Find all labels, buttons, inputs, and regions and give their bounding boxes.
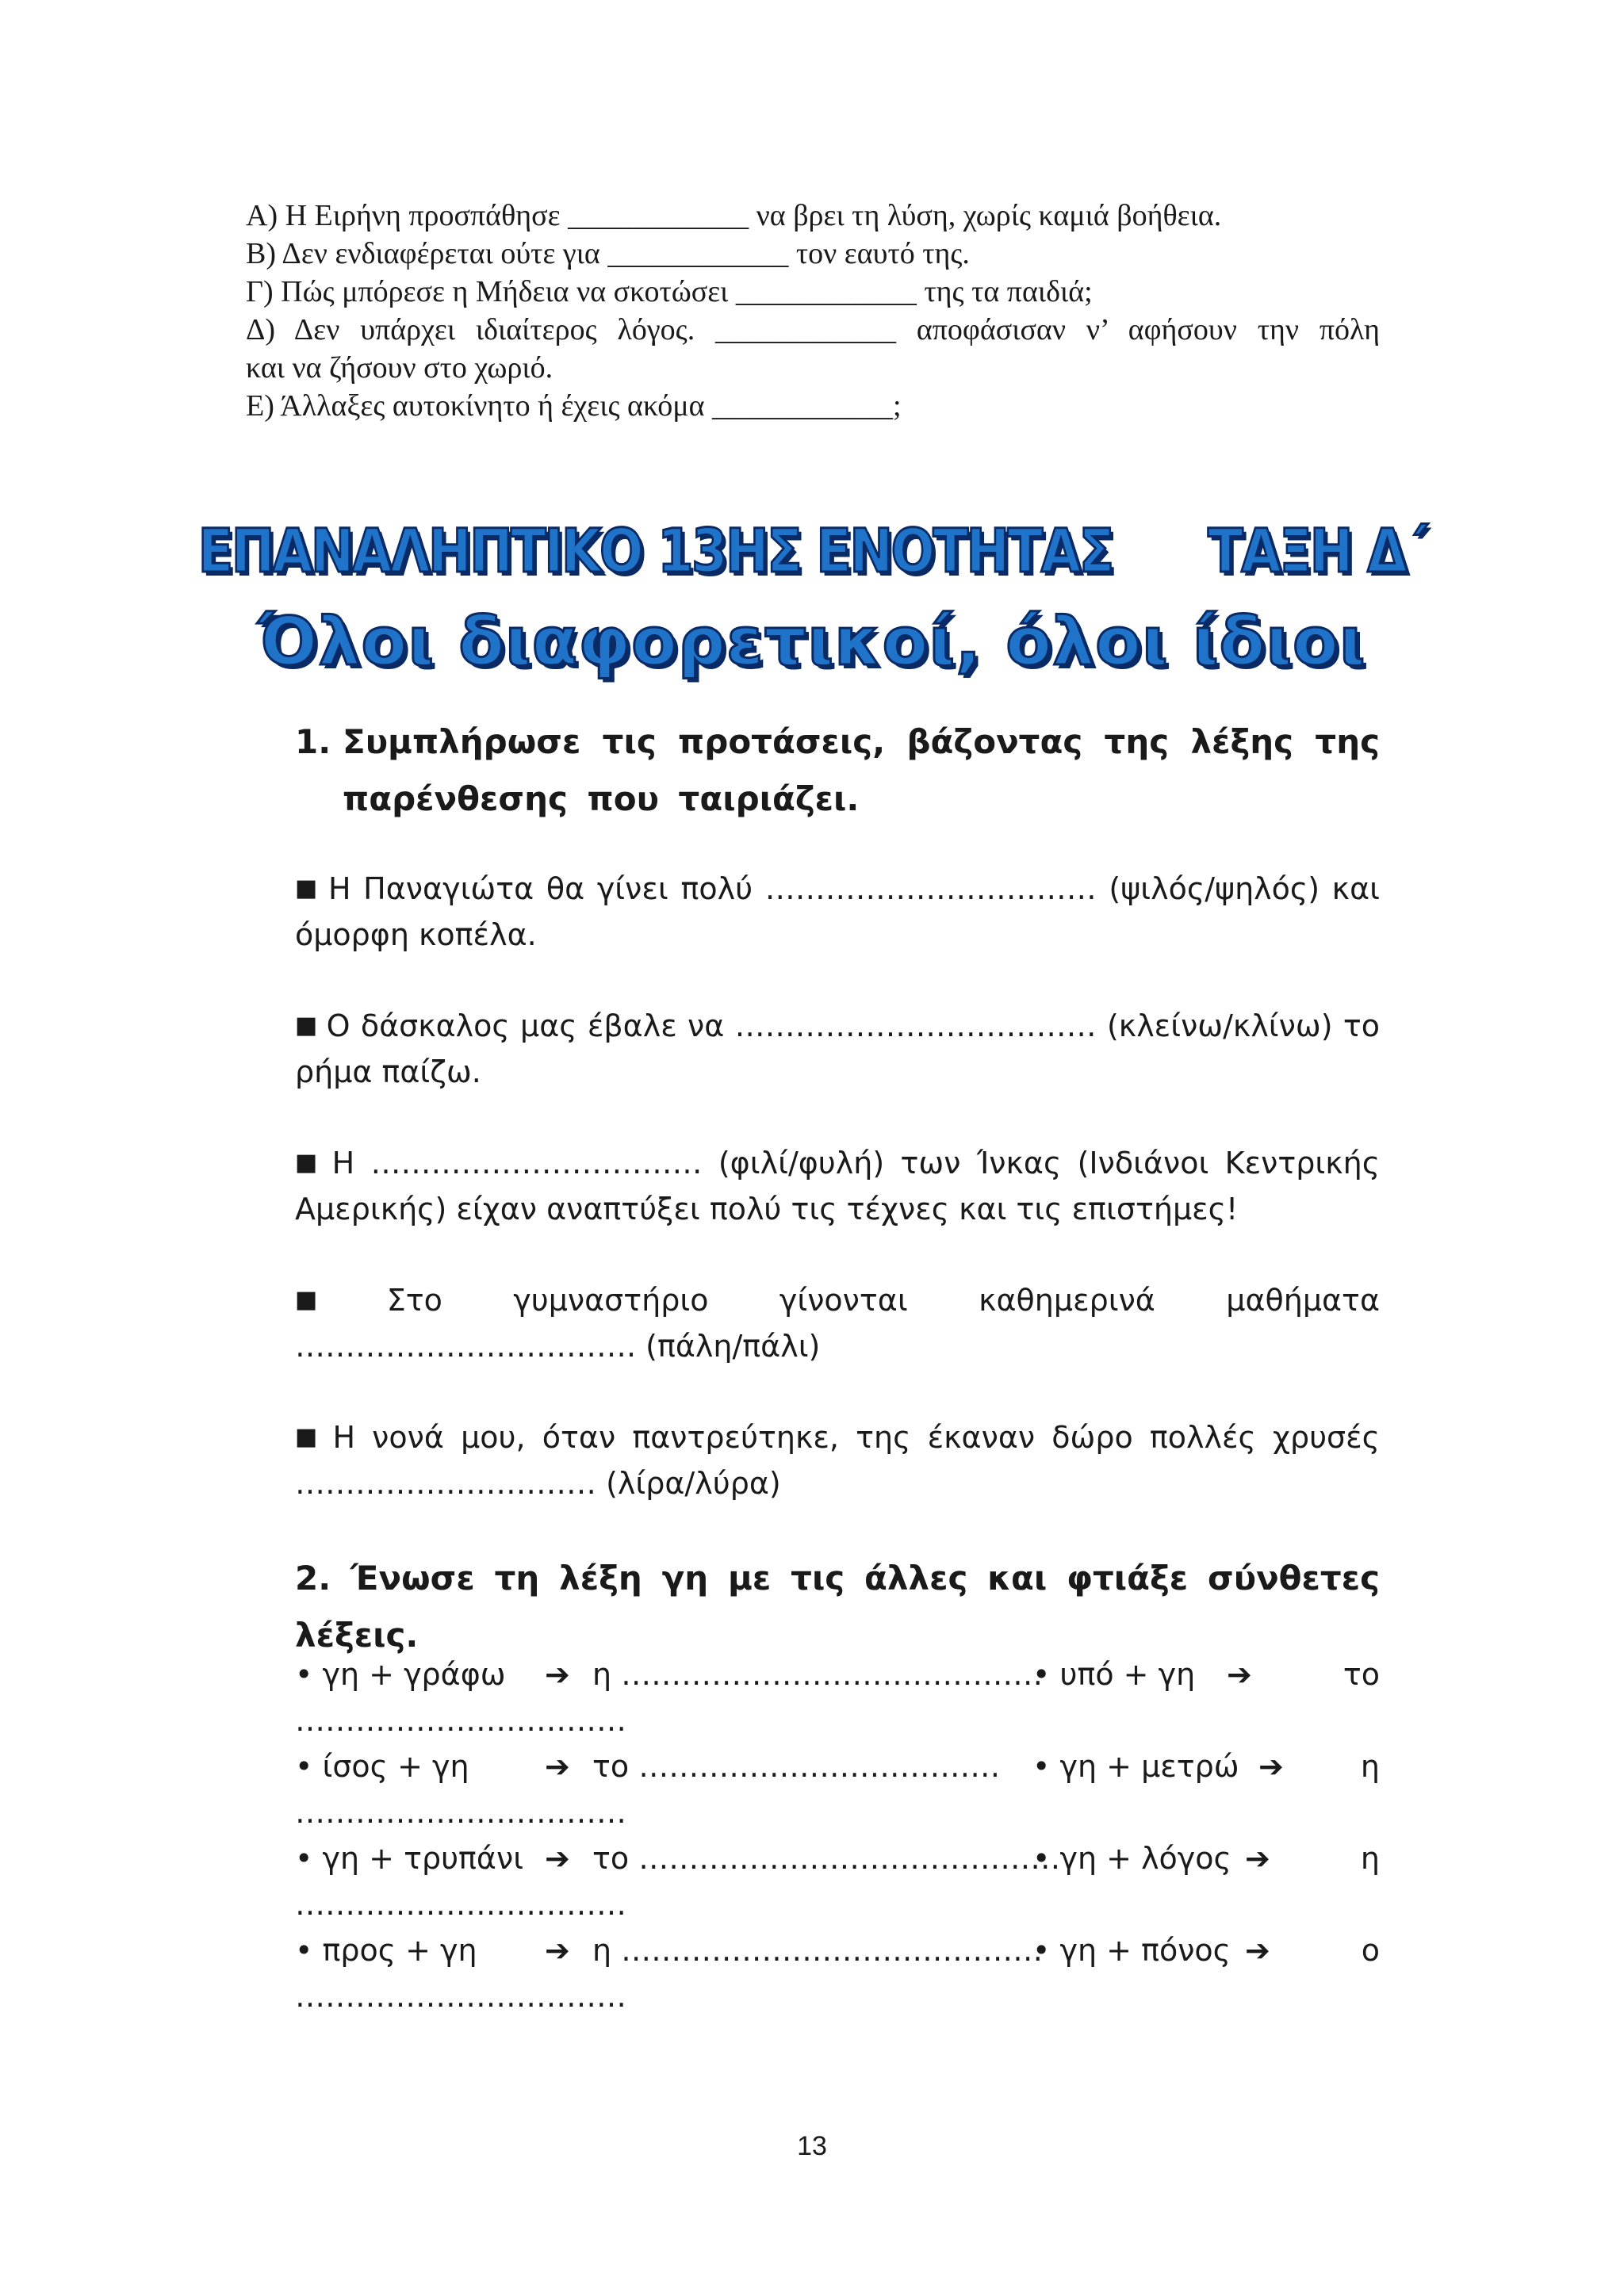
compound-answer-blank: ……………………………	[295, 1795, 626, 1830]
compound-answer-blank: η ……………………………………	[592, 1933, 1044, 1968]
arrow-right-icon: ➔	[545, 1749, 570, 1784]
bullet-square-icon: ■	[295, 874, 320, 902]
compound-row	[295, 1657, 1380, 1749]
compound-row	[295, 1933, 1380, 2025]
compound-parts: • προς + γη	[295, 1933, 477, 1968]
bullet-square-icon: ■	[295, 1149, 324, 1177]
sentence-item	[295, 1003, 1380, 1095]
banner-title-right: ΤΑΞΗ Δ΄	[1208, 515, 1427, 586]
exercise-2-heading	[295, 1550, 1380, 1664]
exercise-line: και να ζήσουν στο χωριό.	[246, 351, 553, 385]
compound-parts: • γη + πόνος	[1032, 1933, 1231, 1968]
bullet-square-icon: ■	[295, 1286, 379, 1314]
exercise-instruction: Συμπλήρωσε τις προτάσεις, βάζοντας της λέξης της παρένθεσης που ταιριάζει.	[343, 722, 1380, 818]
exercise-line: Β) Δεν ενδιαφέρεται ούτε για ____________ τον εαυτό της.	[246, 237, 970, 270]
exercise-instruction: 2. Ένωσε τη λέξη γη με τις άλλες και φτιάξε σύνθετες λέξεις.	[295, 1559, 1380, 1655]
compound-answer-blank: το ………………………………	[592, 1749, 1001, 1784]
banner-title-left: ΕΠΑΝΑΛΗΠΤΙΚΟ 13ΗΣ ΕΝΟΤΗΤΑΣ	[197, 515, 1113, 586]
banner-subtitle: Όλοι διαφορετικοί, όλοι ίδιοι	[258, 603, 1366, 680]
compound-parts: • ίσος + γη	[295, 1749, 469, 1784]
page-number: 13	[797, 2131, 827, 2161]
sentence-text: Η νονά μου, όταν παντρεύτηκε, της έκαναν δώρο πολλές χρυσές ………………………… (λίρα/λύρα)	[295, 1420, 1380, 1501]
arrow-right-icon: ➔	[545, 1933, 570, 1968]
bullet-square-icon: ■	[295, 1423, 325, 1451]
compound-answer-blank: η ……………………………………	[592, 1657, 1044, 1692]
arrow-right-icon: ➔	[1245, 1933, 1270, 1968]
sentence-text: Ο δάσκαλος μας έβαλε να ……………………………… (κλείνω/κλίνω) το ρήμα παίζω.	[295, 1008, 1380, 1089]
sentence-text: Η …………………………… (φιλί/φυλή) των Ίνκας (Ινδιάνοι Κεντρικής Αμερικής) είχαν αναπτύξει πολύ τις τέχνες και τις επιστήμες!	[295, 1146, 1380, 1226]
compound-parts: • γη + μετρώ	[1032, 1749, 1239, 1784]
compound-article: η	[1360, 1749, 1380, 1784]
sentence-item	[295, 1140, 1380, 1232]
arrow-right-icon: ➔	[1245, 1841, 1270, 1876]
compound-parts: • γη + τρυπάνι	[295, 1841, 524, 1876]
compound-parts: • υπό + γη	[1032, 1657, 1196, 1692]
compound-parts: • γη + γράφω	[295, 1657, 506, 1692]
sentence-text: Η Παναγιώτα θα γίνει πολύ …………………………… (ψιλός/ψηλός) και όμορφη κοπέλα.	[295, 871, 1380, 952]
compound-row	[295, 1841, 1380, 1933]
compound-article: ο	[1361, 1933, 1380, 1968]
compound-article: το	[1342, 1657, 1380, 1692]
sentence-text: Στο γυμναστήριο γίνονται καθημερινά μαθήματα ……………………………. (πάλη/πάλι)	[295, 1283, 1380, 1364]
arrow-right-icon: ➔	[545, 1657, 570, 1692]
exercise-line: Ε) Άλλαξες αυτοκίνητο ή έχεις ακόμα ____________;	[246, 389, 902, 423]
exercise-number: 1.	[295, 722, 331, 761]
sentence-item	[295, 1414, 1380, 1506]
sentence-item	[295, 866, 1380, 958]
compound-answer-blank: ……………………………	[295, 1887, 626, 1922]
compound-answer-blank: ……………………………	[295, 1703, 626, 1738]
exercise-line: Α) Η Ειρήνη προσπάθησε ____________ να βρει τη λύση, χωρίς καμιά βοήθεια.	[246, 199, 1222, 232]
compound-answer-blank: ……………………………	[295, 1979, 626, 2014]
arrow-right-icon: ➔	[1227, 1657, 1252, 1692]
compound-answer-blank: το ……………………………………	[592, 1841, 1061, 1876]
fill-in-exercise	[246, 197, 1380, 425]
exercise-line: Γ) Πώς μπόρεσε η Μήδεια να σκοτώσει ____________ της τα παιδιά;	[246, 275, 1093, 308]
compound-row	[295, 1749, 1380, 1841]
exercise-1-heading	[295, 714, 1380, 828]
arrow-right-icon: ➔	[545, 1841, 570, 1876]
exercise-line: Δ) Δεν υπάρχει ιδιαίτερος λόγος. ____________ αποφάσισαν ν’ αφήσουν την πόλη	[246, 313, 1380, 346]
compound-parts: • γη + λόγος	[1032, 1841, 1231, 1876]
banner-title	[113, 515, 1510, 586]
compound-article: η	[1360, 1841, 1380, 1876]
arrow-right-icon: ➔	[1258, 1749, 1284, 1784]
sentence-item	[295, 1277, 1380, 1369]
bullet-square-icon: ■	[295, 1012, 319, 1039]
